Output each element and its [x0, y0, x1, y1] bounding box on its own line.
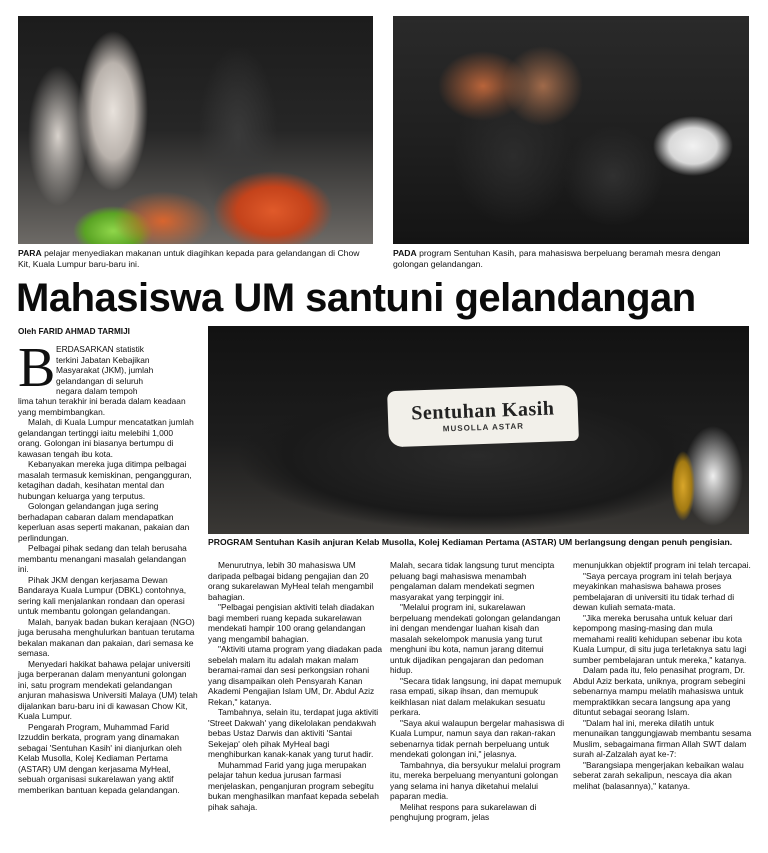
- paragraph: Kebanyakan mereka juga ditimpa pelbagai masalah termasuk kemiskinan, pengangguran, ketagihan dadah, kesihatan mental dan hubungan keluarga yang terputus.: [18, 459, 192, 501]
- paragraph: Malah, banyak badan bukan kerajaan (NGO) juga berusaha menghulurkan bantuan terutama bekalan makanan dan pakaian, dari semasa ke semasa.: [18, 616, 195, 658]
- paragraph: Malah, secara tidak langsung turut mencipta peluang bagi mahasiswa menambah pengalaman dalam mendekati segmen masyarakat yang terpinggir ini.: [390, 560, 555, 602]
- caption-text: program Sentuhan Kasih, para mahasiswa berpeluang beramah mesra dengan golongan gelandangan.: [393, 248, 721, 269]
- paragraph: Melihat respons para sukarelawan di penghujung program, jelas: [390, 801, 537, 822]
- article-column-3: [390, 560, 565, 823]
- photo-caption-main: [208, 537, 749, 548]
- paragraph: Tambahnya, dia bersyukur melalui program itu, mereka berpeluang menyantuni golongan yang selama ini hanya diketahui melalui paparan media.: [390, 759, 561, 801]
- paragraph: "Aktiviti utama program yang diadakan pada sebelah malam itu adalah makan malam beramai-ramai dan sesi perkongsian rohani yang disampaikan oleh Pensyarah Kanan Akademi Pengajian Islam UM, Dr. Abdul Aziz Rekan," katanya.: [208, 644, 383, 707]
- caption-lead: PADA: [393, 248, 417, 258]
- photo-caption-right: [393, 248, 749, 270]
- paragraph: Malah, di Kuala Lumpur mencatatkan jumlah gelandangan tertinggi iaitu melebihi 1,000 orang. Golongan ini biasanya bertumpu di kawasan tengah ibu kota.: [18, 417, 194, 459]
- paragraph: Menyedari hakikat bahawa pelajar universiti juga berperanan dalam menyantuni golongan ini, satu program mendekati gelandangan anjuran mahasiswa Universiti Malaya (UM) telah dijalankan baru-baru ini di kawasan Chow Kit, Kuala Lumpur.: [18, 658, 198, 721]
- paragraph: "Melalui program ini, sukarelawan berpeluang mendekati golongan gelandangan ini dengan mendengar luahan kisah dan masalah sekelompok manusia yang turut menghuni ibu kota, namun jarang ditemui untuk dijadikan pengajaran dan pedoman hidup.: [390, 602, 561, 675]
- article-column-2: [208, 560, 383, 812]
- dropcap-lines: [56, 344, 198, 397]
- paragraph: "Saya akui walaupun bergelar mahasiswa di Kuala Lumpur, namun saya dan rakan-rakan sebenarnya tidak pernah berpeluang untuk mendekati golongan ini," jelasnya.: [390, 717, 565, 759]
- caption-text: pelajar menyediakan makanan untuk diagihkan kepada para gelandangan di Chow Kit, Kuala Lumpur baru-baru ini.: [18, 248, 360, 269]
- caption-lead: PROGRAM: [208, 537, 253, 547]
- paragraph: Tambahnya, selain itu, terdapat juga aktiviti 'Street Dakwah' yang dikelolakan pendakwah bebas Ustaz Darwis dan aktiviti 'Santai Sekejap' oleh pihak MyHeal bagi menghiburkan kanak-kanak yang turut hadir.: [208, 707, 379, 759]
- dropcap-line: ERDASARKAN statistik: [56, 344, 144, 354]
- paragraph: "Jika mereka berusaha untuk keluar dari kepompong masing-masing dan mula memahami realiti kehidupan sebenar ibu kota Kuala Lumpur, di situ juga terletaknya satu lagi sumber pembelajaran untuk mereka," katanya.: [573, 612, 747, 665]
- paragraph: menunjukkan objektif program ini telah tercapai.: [573, 560, 751, 570]
- article-column-4: [573, 560, 753, 791]
- dropcap-line: Masyarakat (JKM), jumlah: [56, 365, 154, 375]
- article-column-1: [18, 337, 198, 795]
- paragraph: "Dalam hal ini, mereka dilatih untuk menunaikan tanggungjawab membantu sesama Muslim, sebagaimana firman Allah SWT dalam surah al-Zalzalah ayat ke-7:: [573, 717, 752, 759]
- dropcap-block: [18, 337, 198, 399]
- paragraph: "Barangsiapa mengerjakan kebaikan walau seberat zarah sekalipun, nescaya dia akan melihat (balasannya)," katanya.: [573, 759, 744, 791]
- banner-title: Sentuhan Kasih: [410, 397, 555, 425]
- article-byline: Oleh FARID AHMAD TARMIJI: [18, 327, 130, 336]
- dropcap-letter: B: [18, 337, 56, 399]
- photo-group-sentuhan-kasih: [208, 326, 749, 534]
- photo-caption-left: [18, 248, 373, 270]
- paragraph: lima tahun terakhir ini berada dalam keadaan yang membimbangkan.: [18, 396, 186, 417]
- dropcap-line: gelandangan di seluruh: [56, 375, 144, 386]
- photo-students-with-homeless: [393, 16, 749, 244]
- photo-students-preparing-food: [18, 16, 373, 244]
- paragraph: Pelbagai pihak sedang dan telah berusaha membantu menangani masalah gelandangan ini.: [18, 543, 187, 574]
- sentuhan-kasih-banner: [387, 385, 579, 448]
- paragraph: Dalam pada itu, felo penasihat program, Dr. Abdul Aziz berkata, uniknya, program sebegini sebenarnya mampu melatih mahasiswa untuk mempraktikkan secara langsung apa yang dituntut sebagai seorang Islam.: [573, 665, 746, 717]
- paragraph: "Secara tidak langsung, ini dapat memupuk rasa empati, sikap ihsan, dan memupuk keikhlasan niat dalam melakukan sesuatu perkara.: [390, 675, 562, 717]
- paragraph: Golongan gelandangan juga sering berhadapan cabaran dalam mendapatkan keperluan asas seperti makanan, pakaian dan perlindungan.: [18, 501, 190, 543]
- caption-text: Sentuhan Kasih anjuran Kelab Musolla, Kolej Kediaman Pertama (ASTAR) UM berlangsung dengan penuh pengisian.: [252, 537, 733, 547]
- article-headline: Mahasiswa UM santuni gelandangan: [16, 276, 696, 320]
- banner-subtitle: MUSOLLA ASTAR: [442, 421, 525, 434]
- paragraph: Menurutnya, lebih 30 mahasiswa UM daripada pelbagai bidang pengajian dan 20 orang sukarelawan MyHeal telah mengambil bahagian.: [208, 560, 374, 602]
- caption-lead: PARA: [18, 248, 42, 258]
- dropcap-line: negara dalam tempoh: [56, 386, 138, 396]
- paragraph: Pihak JKM dengan kerjasama Dewan Bandaraya Kuala Lumpur (DBKL) contohnya, sering kali menjalankan rondaan dan operasi untuk membantu golongan gelandangan.: [18, 574, 187, 616]
- paragraph: Pengarah Program, Muhammad Farid Izzuddin berkata, program yang dinamakan sebagai 'Sentuhan Kasih' ini dianjurkan oleh Kelab Musolla, Kolej Kediaman Pertama (ASTAR) UM dengan kerjasama MyHeal, sebuah organisasi sukarelawan yang aktif memberikan bantuan kepada gelandangan.: [18, 721, 182, 795]
- paragraph: Muhammad Farid yang juga merupakan pelajar tahun kedua jurusan farmasi menjelaskan, penganjuran program sebegitu bukan menghasilkan manfaat kepada sebelah pihak sahaja.: [208, 759, 379, 812]
- paragraph: "Pelbagai pengisian aktiviti telah diadakan bagi memberi ruang kepada sukarelawan mendekati hampir 100 orang gelandangan yang mengambil bahagian.: [208, 602, 375, 644]
- dropcap-line: terkini Jabatan Kebajikan: [56, 354, 150, 365]
- paragraph: "Saya percaya program ini telah berjaya meyakinkan mahasiswa bahawa proses pembelajaran di universiti itu tidak terhad di dewan kuliah semata-mata.: [573, 570, 735, 612]
